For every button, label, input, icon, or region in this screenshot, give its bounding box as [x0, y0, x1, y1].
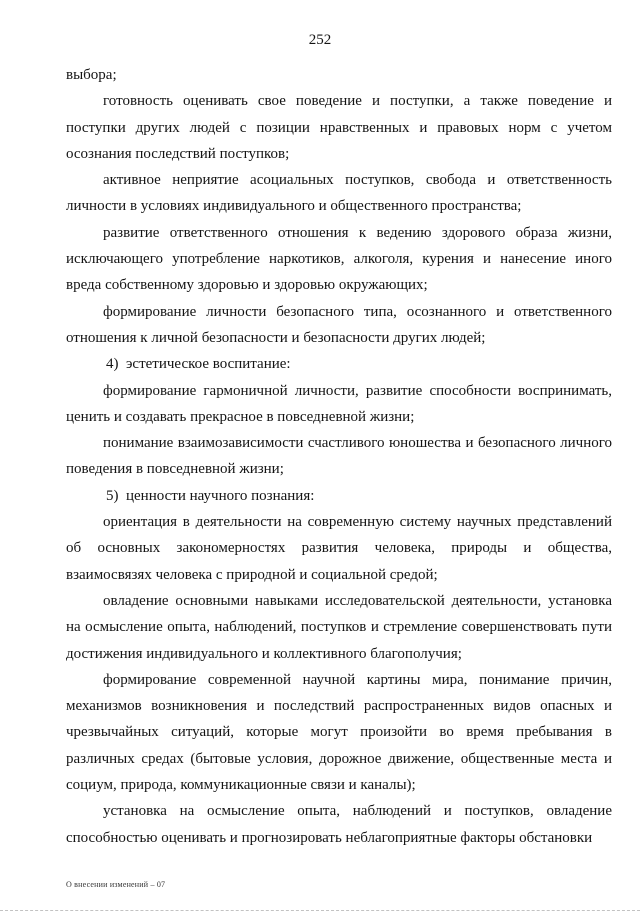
scan-edge-line: [0, 910, 640, 912]
paragraph: установка на осмысление опыта, наблюдений и поступков, овладение способностью оценивать и прогнозировать неблагоприятные факторы обстановки: [66, 803, 612, 846]
paragraph: активное неприятие асоциальных поступков, свобода и ответственность личности в условиях индивидуального и общественного пространства;: [66, 172, 612, 215]
paragraph: понимание взаимозависимости счастливого юношества и безопасного личного поведения в повседневной жизни;: [66, 435, 612, 478]
section-heading-science: 5) ценности научного познания:: [106, 487, 315, 504]
paragraph-continuation: выбора;: [66, 67, 117, 83]
page-number: 252: [308, 32, 332, 48]
page-footer: О внесении изменений – 07: [66, 880, 166, 889]
document-body: [66, 62, 612, 851]
paragraph: формирование личности безопасного типа, осознанного и ответственного отношения к личной безопасности и безопасности других людей;: [66, 303, 612, 346]
paragraph: формирование гармоничной личности, развитие способности воспринимать, ценить и создавать прекрасное в повседневной жизни;: [66, 382, 612, 425]
paragraph: развитие ответственного отношения к ведению здорового образа жизни, исключающего употребление наркотиков, алкоголя, курения и нанесение иного вреда собственному здоровью и здоровью окружающих;: [66, 224, 612, 294]
paragraph: формирование современной научной картины мира, понимание причин, механизмов возникновения и последствий распространенных видов опасных и чрезвычайных ситуаций, которые могут произойти во время пребывания в различных средах (бытовые условия, дорожное движение, общественные места и социум, природа, коммуникационные связи и каналы);: [66, 671, 612, 794]
paragraph: овладение основными навыками исследовательской деятельности, установка на осмысление опыта, наблюдений, поступков и стремление совершенствовать пути достижения индивидуального и коллективного благополучия;: [66, 592, 612, 662]
section-heading-aesthetic: 4) эстетическое воспитание:: [106, 356, 291, 373]
paragraph: ориентация в деятельности на современную систему научных представлений об основных закономерностях развития человека, природы и общества, взаимосвязях человека с природной и социальной средой;: [66, 514, 612, 583]
paragraph: готовность оценивать свое поведение и поступки, а также поведение и поступки других людей с позиции нравственных и правовых норм с учетом осознания последствий поступков;: [66, 93, 612, 162]
